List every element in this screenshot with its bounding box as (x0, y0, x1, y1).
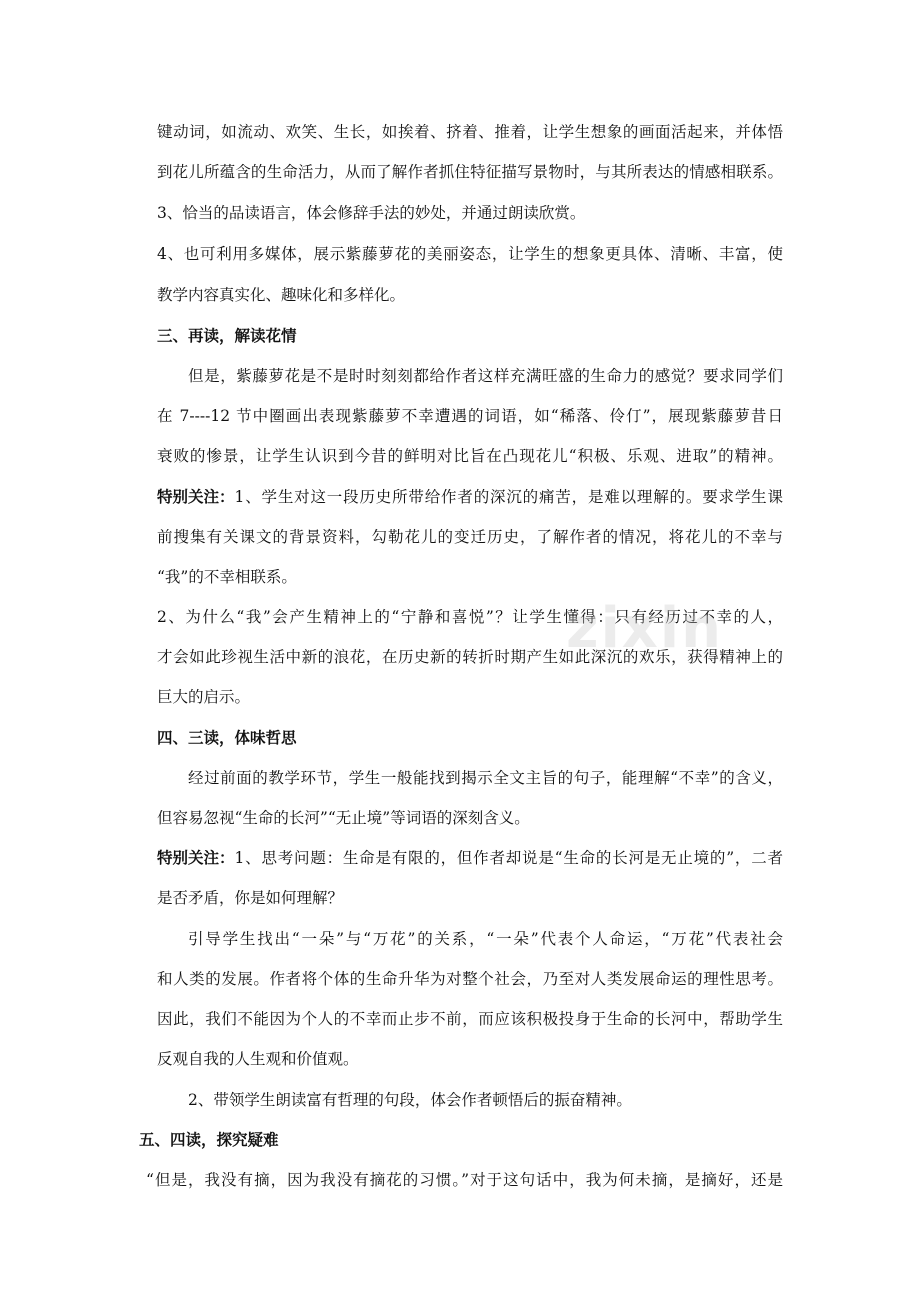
paragraph-line: 到花儿所蕴含的生命活力，从而了解作者抓住特征描写景物时，与其所表达的情感相联系。 (157, 163, 783, 181)
special-note-text: 1、学生对这一段历史所带给作者的深沉的痛苦，是难以理解的。要求学生课 (234, 488, 783, 506)
paragraph-line: 和人类的发展。作者将个体的生命升华为对整个社会，乃至对人类发展命运的理性思考。 (157, 970, 783, 988)
section-heading: 三、再读，解读花情 (157, 326, 297, 345)
paragraph-line: 巨大的启示。 (157, 688, 251, 706)
special-note-text: 1、思考问题：生命是有限的，但作者却说是“生命的长河是无止境的”，二者 (234, 849, 783, 867)
special-note-line (157, 486, 783, 508)
paragraph-line: 因此，我们不能因为个人的不幸而止步不前，而应该积极投身于生命的长河中，帮助学生 (157, 1010, 783, 1028)
paragraph-line: “我”的不幸相联系。 (157, 568, 297, 586)
section-heading: 五、四读，探究疑难 (139, 1130, 279, 1149)
paragraph-line: 4、也可利用多媒体，展示紫藤萝花的美丽姿态，让学生的想象更具体、清晰、丰富，使 (157, 245, 783, 263)
paragraph-line: 经过前面的教学环节，学生一般能找到揭示全文主旨的句子，能理解“不幸”的含义， (188, 769, 783, 787)
paragraph-line: “但是，我没有摘，因为我没有摘花的习惯。”对于这句话中，我为何未摘，是摘好，还是 (146, 1171, 783, 1189)
special-note-line (157, 847, 783, 869)
paragraph-line: 但容易忽视“生命的长河”“无止境”等词语的深刻含义。 (157, 809, 530, 827)
paragraph-line: 2、为什么“我”会产生精神上的“宁静和喜悦”？让学生懂得：只有经历过不幸的人， (157, 608, 783, 626)
paragraph-line: 衰败的惨景，让学生认识到今昔的鲜明对比旨在凸现花儿“积极、乐观、进取”的精神。 (157, 447, 783, 465)
paragraph-line: 引导学生找出“一朵”与“万花”的关系，“一朵”代表个人命运，“万花”代表社会 (188, 930, 783, 948)
paragraph-line: 2、带领学生朗读富有哲理的句段，体会作者顿悟后的振奋精神。 (188, 1091, 632, 1109)
paragraph-line: 才会如此珍视生活中新的浪花，在历史新的转折时期产生如此深沉的欢乐，获得精神上的 (157, 648, 783, 666)
paragraph-line: 但是，紫藤萝花是不是时时刻刻都给作者这样充满旺盛的生命力的感觉？要求同学们 (188, 367, 783, 385)
section-heading: 四、三读，体味哲思 (157, 728, 297, 747)
paragraph-line: 教学内容真实化、趣味化和多样化。 (157, 286, 406, 304)
paragraph-line: 是否矛盾，你是如何理解？ (157, 889, 344, 907)
paragraph-line: 前搜集有关课文的背景资料，勾勒花儿的变迁历史，了解作者的情况，将花儿的不幸与 (157, 528, 783, 546)
watermark: zixin (566, 596, 723, 661)
special-note-label: 特别关注： (157, 487, 235, 506)
paragraph-line: 反观自我的人生观和价值观。 (157, 1050, 359, 1068)
special-note-label: 特别关注： (157, 848, 235, 867)
paragraph-line: 3、恰当的品读语言，体会修辞手法的妙处，并通过朗读欣赏。 (157, 204, 586, 222)
paragraph-line: 在 7----12 节中圈画出表现紫藤萝不幸遭遇的词语，如“稀落、伶仃”，展现紫藤萝昔日 (157, 407, 783, 425)
paragraph-line: 键动词，如流动、欢笑、生长，如挨着、挤着、推着，让学生想象的画面活起来，并体悟 (157, 123, 783, 141)
